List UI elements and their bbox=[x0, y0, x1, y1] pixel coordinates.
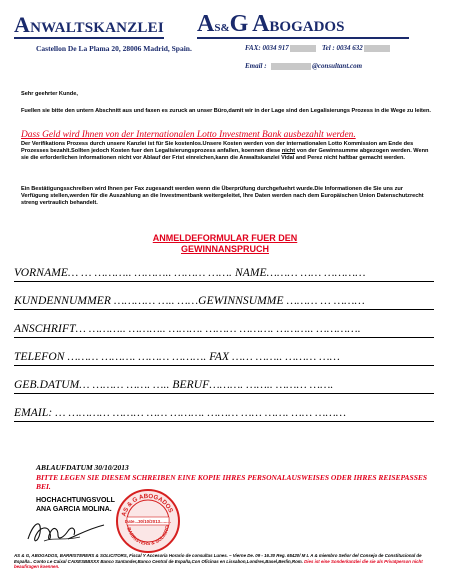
redacted-block bbox=[271, 63, 311, 70]
form-field-anschrift[interactable]: ANSCHRIFT… ……….. ……….. ………. ……… ………. ……….. …………. bbox=[14, 323, 361, 335]
form-field-underline bbox=[14, 337, 434, 338]
redacted-block bbox=[290, 45, 316, 52]
form-field-underline bbox=[14, 421, 434, 422]
verification-text-a: Der Verifikations Prozess durch unsere Kanzlei ist für Sie kostenlos.Unsere Kosten werden von der internationalen Lotto Kommission am Ende des Prozesses bezahlt.Sollten jedoch Kosten fuer den Legalisierungsprozess anfallen, koennen diese bbox=[21, 141, 414, 155]
paragraph-verification bbox=[21, 141, 431, 163]
id-copy-request: BITTE LEGEN SIE DIESEM SCHREIBEN EINE KOPIE IHRES PERSONALAUSWEISES ODER IHRES REISEPASSES BEI. bbox=[36, 473, 428, 491]
form-field-vorname[interactable]: VORNAME… … ……….. ……….. ……… ……. NAME……… …… ………… bbox=[14, 267, 366, 279]
form-title-line-1: ANMELDEFORMULAR FUER DEN bbox=[152, 233, 298, 243]
contact-email bbox=[245, 62, 362, 70]
redacted-block bbox=[364, 45, 390, 52]
form-field-underline bbox=[14, 393, 434, 394]
letterhead-rule-left bbox=[14, 37, 164, 39]
fax-number: FAX: 0034 917 bbox=[245, 44, 289, 52]
closing-phrase: HOCHACHTUNGSVOLL bbox=[36, 497, 115, 504]
form-field-underline bbox=[14, 309, 434, 310]
contact-phones bbox=[245, 44, 391, 52]
form-title-line-2: GEWINNANSPRUCH bbox=[180, 244, 269, 254]
footer-text bbox=[14, 553, 436, 570]
email-label: Email : bbox=[245, 62, 267, 70]
tel-number: Tel : 0034 632 bbox=[321, 44, 363, 52]
form-field-geburtsdatum[interactable]: GEB.DATUM… ……… ……. ….. BERUF………. …….. ……… ……. bbox=[14, 379, 334, 391]
email-domain: @consultant.com bbox=[312, 62, 363, 70]
firm-name-left-rest: NWALTSKANZLEI bbox=[30, 20, 164, 36]
firm-right-g: G bbox=[229, 11, 249, 37]
firm-right-rest: BOGADOS bbox=[269, 19, 345, 35]
firm-right-s: S bbox=[214, 22, 221, 34]
stamp-date: Date...30/10/2013......... bbox=[124, 519, 172, 524]
firm-right-amp: & bbox=[220, 22, 230, 34]
form-field-underline bbox=[14, 365, 434, 366]
verification-text-b: von der Gewinnsumme abgezogen werden. Wenn sie die erforderlichen informationen nicht vor Ablauf der Frist einreichen,kann die Anwaltskanzlei Vidal and Perez nicht haftbar gemacht werden. bbox=[21, 148, 429, 162]
stamp-bottom-text: BARRISTERS & SOLICITO bbox=[125, 525, 172, 548]
stamp-top-text: AS & G ABOGADOS bbox=[120, 492, 175, 518]
handwritten-signature bbox=[24, 515, 108, 547]
paragraph-confirmation: Ein Bestätigungsschreiben wird Ihnen per Fax zugesandt werden wenn die Überprüfung durchgefuehrt wurde.Die Informationen die Sie uns zur Verfügung stellen,werden für die Auszahlung an die Investmentbank weitergeleitet, Ihre Daten werden nach dem Europäischen Union Datenschutzrecht streng vertraulich behandelt. bbox=[21, 186, 424, 207]
signatory-name: ANA GARCIA MOLINA. bbox=[36, 506, 112, 513]
payout-notice: Dass Geld wird Ihnen von der Internationalen Lotto Investment Bank ausbezahlt werden. bbox=[21, 130, 356, 140]
form-field-email[interactable]: EMAIL: … ………… ……… …… ………. ……… …… ……. …… ……… bbox=[14, 407, 347, 419]
firm-right-a2: A bbox=[252, 11, 270, 37]
form-field-underline bbox=[14, 281, 434, 282]
footer-main: AS & G, ABOGADOS, BARRISTERERS & SOLICITORS, Fiscal Y Accesoria Horario de consultas Lunes. – Vierne De. 09 - 16.30 Reg. 65420/ M L A & miembro Señor del Consejo de Constitucional de España.. Conto Le Caixal CAIXESBBXXX Banco Santander,Banco Central de España,Con Oficinas en Lissabon,Londres,Basel,Berlin,Rom. bbox=[14, 553, 422, 564]
paragraph-instructions: Fuellen sie bitte den untern Abschnitt aus und faxen es zuruck an unser Büro,damit wir in der Lage sind den Legalisierungs Prozess in die Wege zu leiten. bbox=[21, 108, 431, 114]
letterhead-rule-right bbox=[197, 37, 409, 39]
verification-emphasis: nicht bbox=[281, 148, 296, 155]
salutation: Sehr geehrter Kunde, bbox=[21, 91, 78, 97]
firm-address: Castellon De La Plama 20, 28006 Madrid, Spain. bbox=[36, 44, 192, 53]
firm-right-a: A bbox=[197, 11, 215, 37]
official-stamp bbox=[115, 488, 181, 554]
firm-name-left bbox=[14, 12, 164, 38]
footer-warning: Dies ist eine Sonderkanzlei die sie als Privatperson nicht beaufiragen koennen. bbox=[14, 558, 423, 570]
form-field-kundennummer[interactable]: KUNDENNUMMER ………… ….. ……GEWINNSUMME ……… … ……… bbox=[14, 295, 365, 307]
expiry-date: ABLAUFDATUM 30/10/2013 bbox=[36, 463, 129, 472]
form-field-telefon[interactable]: TELEFON ……… ………. ……… ………. FAX …… …….. ……… …… bbox=[14, 351, 340, 363]
firm-name-right bbox=[197, 11, 344, 38]
firm-name-left-initial: A bbox=[14, 12, 31, 37]
